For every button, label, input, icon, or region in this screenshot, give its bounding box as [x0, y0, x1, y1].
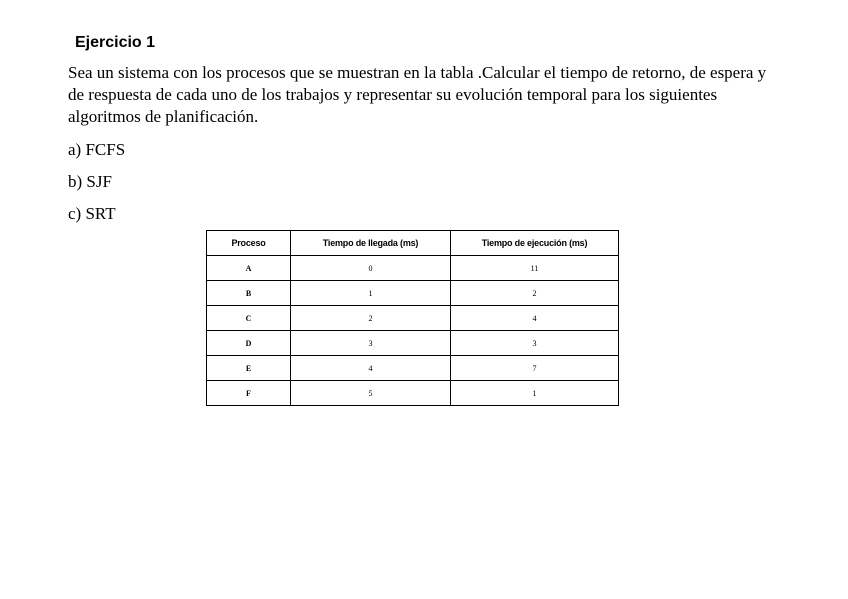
cell-ejecucion: 2: [451, 281, 619, 306]
exercise-statement: Sea un sistema con los procesos que se muestran en la tabla .Calcular el tiempo de retorno, de espera y de respuesta de cada uno de los trabajos y representar su evolución temporal para los siguientes algoritmos de planificación.: [68, 63, 767, 126]
table-row: [207, 331, 619, 356]
cell-proceso: D: [207, 331, 291, 356]
cell-ejecucion: 4: [451, 306, 619, 331]
header-tiempo-llegada: Tiempo de llegada (ms): [291, 231, 451, 256]
table-row: [207, 256, 619, 281]
table-row: [207, 381, 619, 406]
table-header-row: [207, 231, 619, 256]
option-srt: c) SRT: [68, 204, 116, 223]
cell-llegada: 4: [291, 356, 451, 381]
exercise-title: Ejercicio 1: [75, 34, 156, 51]
cell-ejecucion: 1: [451, 381, 619, 406]
table-row: [207, 356, 619, 381]
cell-proceso: F: [207, 381, 291, 406]
cell-llegada: 2: [291, 306, 451, 331]
cell-proceso: C: [207, 306, 291, 331]
cell-proceso: E: [207, 356, 291, 381]
table-row: [207, 281, 619, 306]
option-fcfs: a) FCFS: [68, 140, 126, 159]
cell-llegada: 3: [291, 331, 451, 356]
cell-llegada: 1: [291, 281, 451, 306]
option-sjf: b) SJF: [68, 172, 112, 191]
cell-proceso: B: [207, 281, 291, 306]
header-proceso: Proceso: [207, 231, 291, 256]
cell-llegada: 0: [291, 256, 451, 281]
cell-ejecucion: 3: [451, 331, 619, 356]
cell-ejecucion: 11: [451, 256, 619, 281]
process-table: [206, 230, 619, 406]
cell-proceso: A: [207, 256, 291, 281]
cell-llegada: 5: [291, 381, 451, 406]
header-tiempo-ejecucion: Tiempo de ejecución (ms): [451, 231, 619, 256]
cell-ejecucion: 7: [451, 356, 619, 381]
table-row: [207, 306, 619, 331]
